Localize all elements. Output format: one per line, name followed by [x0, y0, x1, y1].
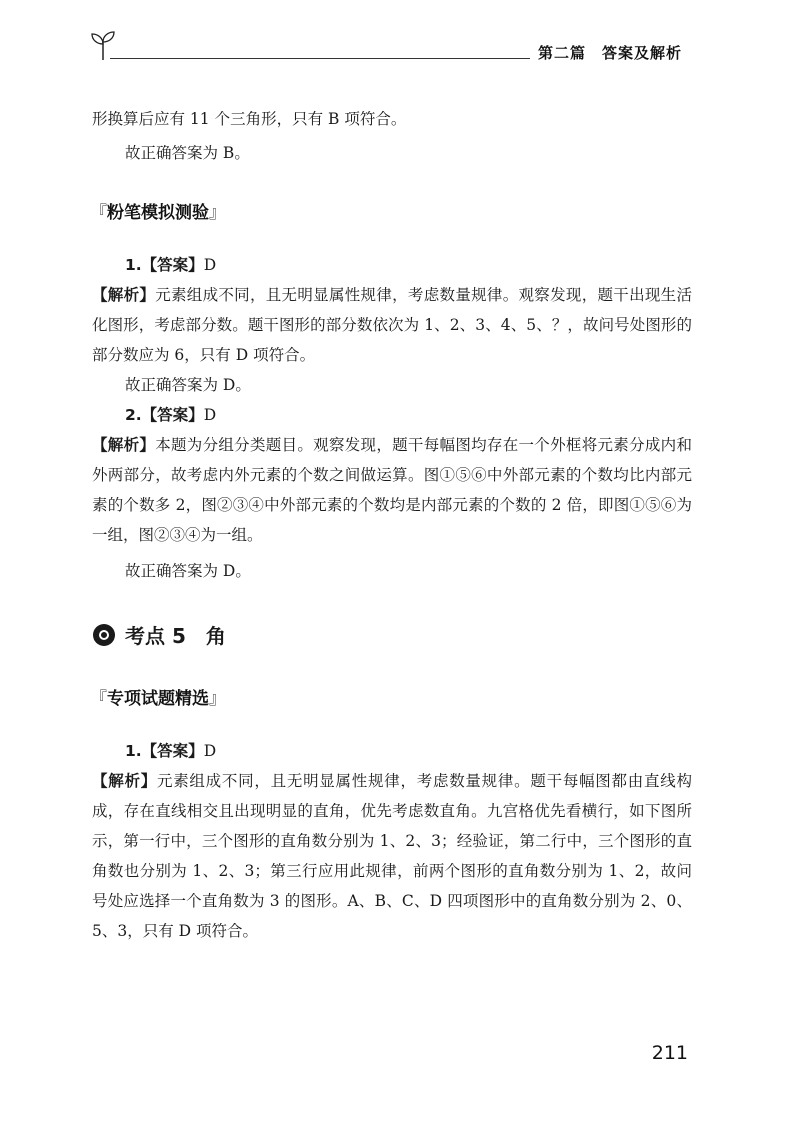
s2-q1-answer-value: D: [203, 742, 217, 760]
section-title-mock: 『粉笔模拟测验』: [90, 203, 226, 223]
s1-q1-analysis: [92, 280, 692, 370]
s1-q2-answer-value: D: [203, 406, 217, 424]
section-title-selected: 『专项试题精选』: [90, 689, 226, 709]
header-rule: [110, 58, 530, 59]
kaodian-heading: [93, 620, 226, 649]
top-line-1: 形换算后应有 11 个三角形，只有 B 项符合。: [92, 110, 407, 128]
s1-q1-answer: [125, 250, 692, 280]
s1-q1-answer-value: D: [203, 256, 217, 274]
top-conclusion: 故正确答案为 B。: [125, 144, 250, 162]
s1-q2-analysis: [92, 430, 692, 550]
page-header: [0, 0, 800, 80]
s2-q1-analysis-text: 元素组成不同，且无明显属性规律，考虑数量规律。题干每幅图都由直线构成，存在直线相交且出现明显的直角，优先考虑数直角。九宫格优先看横行，如下图所示，第一行中，三个图形的直角数分别为 1、2、3；经验证，第二行中，三个图形的直角数也分别为 1、2、3；第三行应用此规律，前两个图形的直角数分别为 1、2，故问号处应选择一个直角数为 3 的图形。A、B、C、D 四项图形中的直角数分别为 2、0、5、3，只有 D 项符合。: [92, 772, 692, 940]
bracket-right-icon: 』: [209, 689, 226, 709]
page-number: 211: [651, 1042, 688, 1064]
s1-q1-analysis-label: 【解析】: [92, 286, 156, 304]
kaodian-title: 考点 5 角: [125, 624, 226, 648]
s1-q2-analysis-label: 【解析】: [92, 436, 156, 454]
s1-q2-label: 2.【答案】: [125, 406, 204, 424]
header-title: 第二篇 答案及解析: [537, 44, 682, 62]
s2-q1-analysis-label: 【解析】: [92, 772, 157, 790]
s1-q2-answer: [125, 400, 692, 430]
bracket-right-icon: 』: [209, 203, 226, 223]
bracket-left-icon: 『: [90, 203, 107, 223]
s2-q1-analysis: [92, 766, 692, 946]
kaodian-bullet-icon: [93, 624, 115, 646]
sprout-icon: [88, 28, 118, 62]
s2-q1-answer: [125, 736, 692, 766]
bracket-left-icon: 『: [90, 689, 107, 709]
s1-q1-conclusion: 故正确答案为 D。: [125, 376, 251, 394]
s1-q2-conclusion: 故正确答案为 D。: [125, 562, 251, 580]
s1-q1-analysis-text: 元素组成不同，且无明显属性规律，考虑数量规律。观察发现，题干出现生活化图形，考虑部分数。题干图形的部分数依次为 1、2、3、4、5、？，故问号处图形的部分数应为 6，只有 D 项符合。: [92, 286, 692, 364]
s2-q1-label: 1.【答案】: [125, 742, 204, 760]
s1-q2-analysis-text: 本题为分组分类题目。观察发现，题干每幅图均存在一个外框将元素分成内和外两部分，故考虑内外元素的个数之间做运算。图①⑤⑥中外部元素的个数均比内部元素的个数多 2，图②③④中外部元素的个数均是内部元素的个数的 2 倍，即图①⑤⑥为一组，图②③④为一组。: [92, 436, 692, 544]
s1-q1-label: 1.【答案】: [125, 256, 204, 274]
